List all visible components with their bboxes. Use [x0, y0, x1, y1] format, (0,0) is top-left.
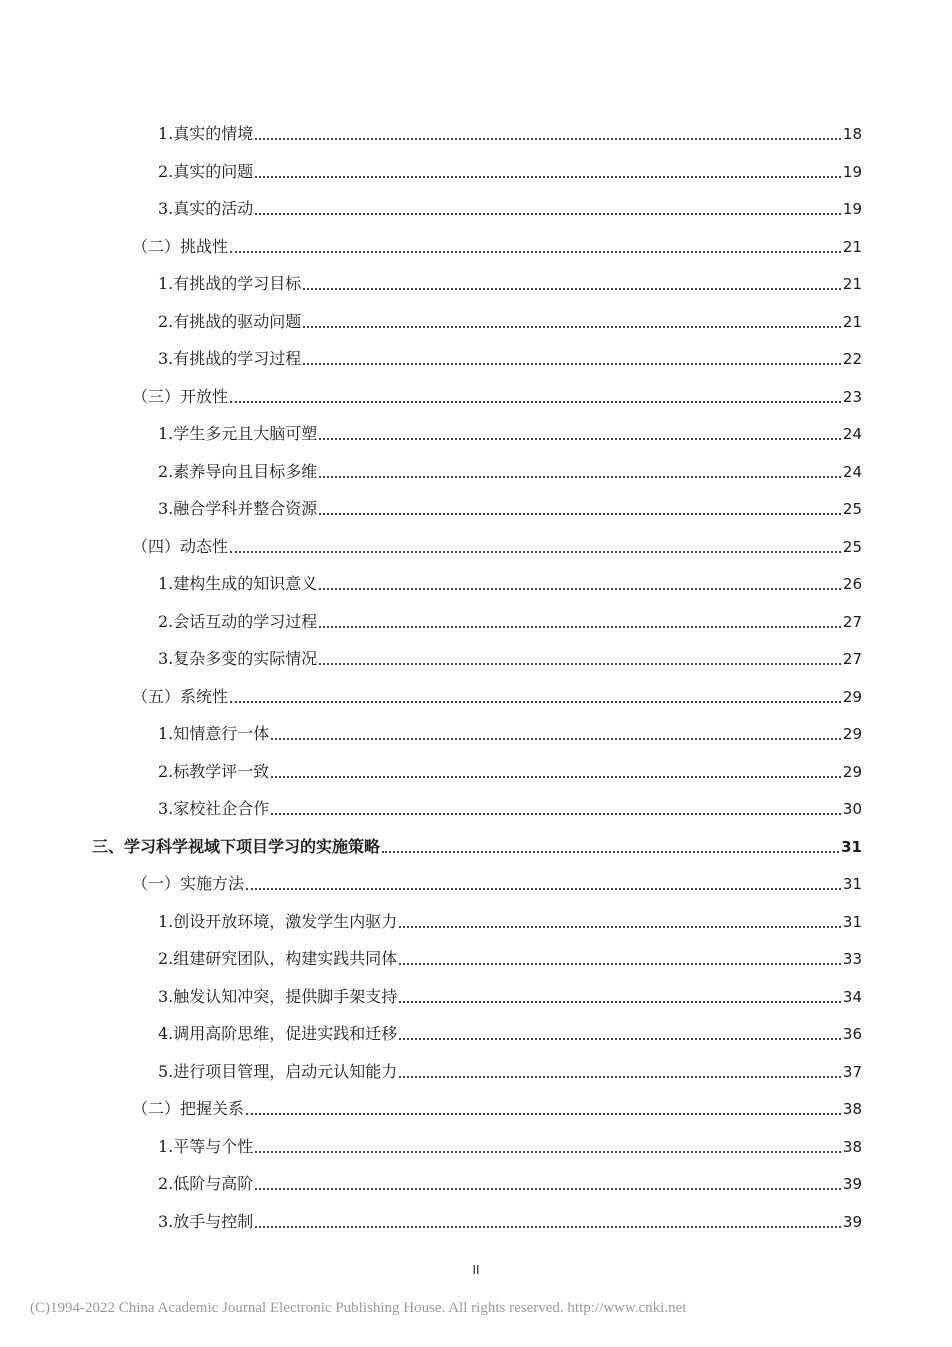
toc-dot-leader: [271, 776, 841, 778]
toc-entry-label: （二）把握关系: [132, 1099, 245, 1118]
toc-entry[interactable]: [132, 227, 862, 257]
toc-entry-page: 22: [842, 350, 862, 368]
toc-entry-label: （四）动态性: [132, 536, 229, 556]
toc-entry-label: 1.创设开放环境，激发学生内驱力: [158, 911, 398, 931]
toc-dot-leader: [230, 401, 841, 403]
toc-entry-label: 1.知情意行一体: [158, 724, 270, 743]
toc-entry-label: 5.进行项目管理，启动元认知能力: [158, 1061, 398, 1081]
toc-entry-page: 25: [842, 537, 862, 556]
toc-dot-leader: [319, 438, 841, 440]
toc-entry-page: 21: [842, 275, 862, 293]
toc-dot-leader: [399, 926, 841, 928]
toc-entry-page: 31: [841, 837, 862, 856]
toc-entry-page: 27: [842, 612, 862, 631]
toc-entry-page: 24: [842, 462, 862, 481]
toc-dot-leader: [319, 476, 841, 478]
toc-entry-label: 2.真实的问题: [158, 161, 254, 181]
toc-dot-leader: [246, 888, 841, 890]
toc-entry-page: 26: [842, 575, 862, 593]
toc-entry-page: 18: [842, 125, 862, 143]
toc-entry-page: 38: [842, 1137, 862, 1156]
toc-entry-label: 4.调用高阶思维，促进实践和迁移: [158, 1024, 398, 1043]
toc-entry-page: 27: [842, 650, 862, 668]
toc-entry-page: 21: [842, 237, 862, 256]
toc-entry-label: 2.素养导向且目标多维: [158, 461, 318, 481]
toc-entry[interactable]: [158, 939, 862, 969]
toc-entry-page: 30: [842, 800, 862, 818]
toc-dot-leader: [382, 851, 839, 853]
toc-entry-page: 25: [842, 500, 862, 518]
toc-entry[interactable]: [158, 264, 862, 294]
toc-entry-label: 三、学习科学视域下项目学习的实施策略: [92, 836, 381, 856]
toc-entry[interactable]: [92, 827, 862, 857]
toc-entry[interactable]: [158, 339, 862, 369]
toc-entry[interactable]: [132, 377, 862, 407]
toc-dot-leader: [255, 1226, 841, 1228]
toc-entry[interactable]: [158, 1127, 862, 1157]
toc-entry[interactable]: [158, 752, 862, 782]
toc-dot-leader: [319, 513, 841, 515]
toc-dot-leader: [255, 1188, 841, 1190]
toc-entry-label: 2.组建研究团队，构建实践共同体: [158, 949, 398, 968]
toc-entry[interactable]: [132, 864, 862, 894]
toc-entry[interactable]: [158, 152, 862, 182]
toc-entry-page: 36: [842, 1025, 862, 1043]
toc-entry-label: 3.放手与控制: [158, 1211, 254, 1231]
toc-entry-page: 19: [842, 162, 862, 181]
toc-dot-leader: [230, 701, 841, 703]
toc-entry-page: 23: [842, 387, 862, 406]
toc-entry-label: 3.触发认知冲突，提供脚手架支持: [158, 986, 398, 1006]
toc-entry-page: 37: [842, 1062, 862, 1081]
toc-entry-label: 3.融合学科并整合资源: [158, 499, 318, 518]
toc-dot-leader: [271, 738, 841, 740]
toc-dot-leader: [319, 626, 841, 628]
toc-dot-leader: [230, 251, 841, 253]
page-number: II: [472, 1263, 480, 1277]
toc-entry-label: 2.会话互动的学习过程: [158, 611, 318, 631]
toc-entry-page: 31: [842, 875, 862, 893]
toc-dot-leader: [399, 963, 841, 965]
toc-entry[interactable]: [132, 527, 862, 557]
toc-entry-page: 19: [842, 200, 862, 218]
toc-entry[interactable]: [158, 1052, 862, 1082]
toc-dot-leader: [399, 1038, 841, 1040]
toc-dot-leader: [271, 813, 841, 815]
toc-entry[interactable]: [158, 977, 862, 1007]
toc-entry-label: 2.有挑战的驱动问题: [158, 311, 302, 331]
toc-dot-leader: [319, 588, 841, 590]
toc-entry-label: 1.学生多元且大脑可塑: [158, 424, 318, 443]
toc-entry-page: 39: [842, 1212, 862, 1231]
toc-entry[interactable]: [158, 489, 862, 519]
toc-entry[interactable]: [158, 564, 862, 594]
toc-dot-leader: [399, 1076, 841, 1078]
toc-entry[interactable]: [158, 714, 862, 744]
toc-entry-label: 1.建构生成的知识意义: [158, 574, 318, 593]
toc-entry-page: 29: [842, 762, 862, 781]
toc-entry[interactable]: [158, 602, 862, 632]
toc-entry-label: （一）实施方法: [132, 874, 245, 893]
toc-entry[interactable]: [158, 1202, 862, 1232]
toc-entry-label: 2.低阶与高阶: [158, 1174, 254, 1193]
toc-dot-leader: [399, 1001, 841, 1003]
toc-entry-page: 31: [842, 912, 862, 931]
toc-entry[interactable]: [158, 452, 862, 482]
toc-dot-leader: [255, 138, 841, 140]
toc-entry-label: 3.家校社企合作: [158, 799, 270, 818]
toc-entry-label: （三）开放性: [132, 386, 229, 406]
toc-entry-label: 1.有挑战的学习目标: [158, 274, 302, 293]
toc-entry[interactable]: [158, 789, 862, 819]
toc-dot-leader: [230, 551, 841, 553]
toc-entry-label: 1.平等与个性: [158, 1136, 254, 1156]
toc-entry-label: 3.复杂多变的实际情况: [158, 649, 318, 668]
toc-entry[interactable]: [158, 902, 862, 932]
toc-entry[interactable]: [132, 677, 862, 707]
toc-entry-label: （五）系统性: [132, 686, 229, 706]
toc-entry-label: 1.真实的情境: [158, 124, 254, 143]
toc-entry[interactable]: [158, 1014, 862, 1044]
toc-entry-label: 3.真实的活动: [158, 199, 254, 218]
toc-dot-leader: [303, 288, 841, 290]
toc-entry[interactable]: [158, 302, 862, 332]
toc-entry[interactable]: [158, 114, 862, 144]
toc-entry[interactable]: [158, 189, 862, 219]
toc-dot-leader: [319, 663, 841, 665]
toc-entry[interactable]: [132, 1089, 862, 1119]
toc-entry-page: 29: [842, 687, 862, 706]
toc-entry[interactable]: [158, 1164, 862, 1194]
toc-dot-leader: [255, 176, 841, 178]
toc-dot-leader: [303, 326, 841, 328]
toc-entry-page: 21: [842, 312, 862, 331]
toc-dot-leader: [303, 363, 841, 365]
toc-entry-page: 33: [842, 950, 862, 968]
toc-entry-page: 39: [842, 1175, 862, 1193]
toc-entry[interactable]: [158, 639, 862, 669]
toc-entry-page: 29: [842, 725, 862, 743]
toc-dot-leader: [255, 1151, 841, 1153]
toc-entry-page: 38: [842, 1100, 862, 1118]
toc-dot-leader: [255, 213, 841, 215]
toc-dot-leader: [246, 1113, 841, 1115]
copyright-footer: (C)1994-2022 China Academic Journal Electronic Publishing House. All rights reserved. http://www.cnki.net: [30, 1300, 687, 1316]
toc-entry-page: 24: [842, 425, 862, 443]
toc-entry-page: 34: [842, 987, 862, 1006]
toc-entry-label: 3.有挑战的学习过程: [158, 349, 302, 368]
toc-entry-label: （二）挑战性: [132, 236, 229, 256]
toc-entry-label: 2.标教学评一致: [158, 761, 270, 781]
toc-entry[interactable]: [158, 414, 862, 444]
